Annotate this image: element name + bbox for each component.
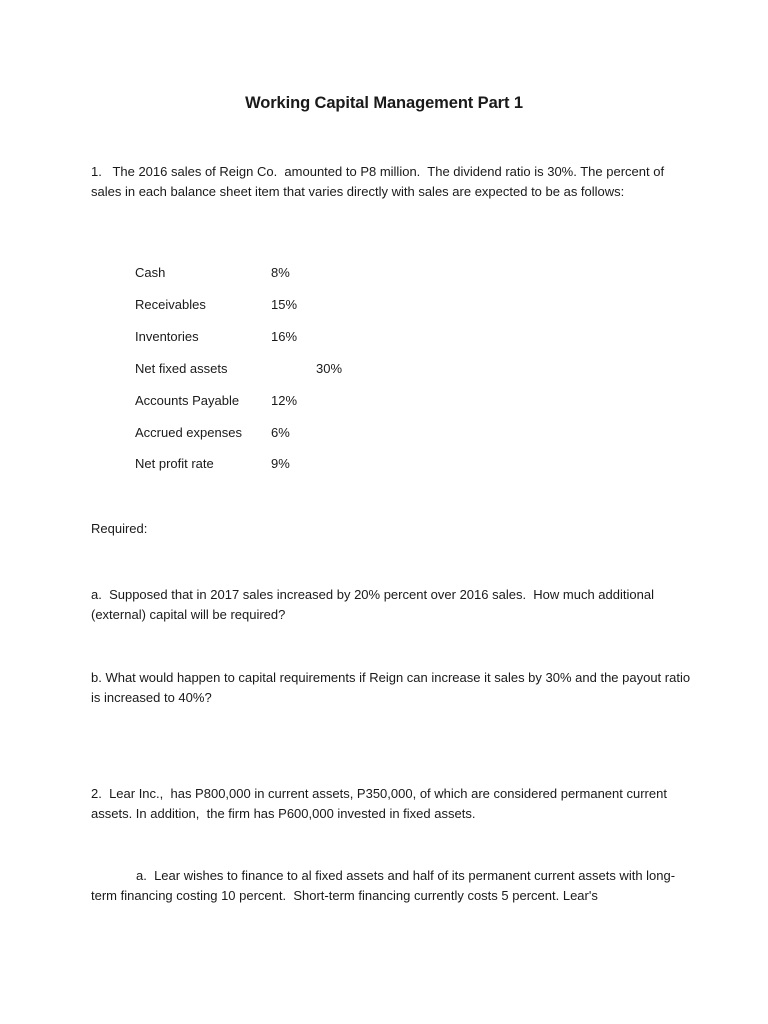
question-2-intro: 2. Lear Inc., has P800,000 in current assets, P350,000, of which are considered permanent current assets. In addition, the firm has P600,000 invested in fixed assets. xyxy=(91,786,671,821)
question-2-part-a: a. Lear wishes to finance to al fixed assets and half of its permanent current assets with long-term financing costing 10 percent. Short-term financing currently costs 5 percent. Lear's xyxy=(91,868,676,903)
item-value: 9% xyxy=(271,456,290,471)
item-value: 30% xyxy=(316,361,343,376)
item-label: Net profit rate xyxy=(135,456,214,471)
item-label: Accounts Payable xyxy=(135,393,240,408)
item-value: 12% xyxy=(271,393,298,408)
item-label: Accrued expenses xyxy=(135,425,242,440)
item-label: Net fixed assets xyxy=(135,361,228,376)
item-label: Receivables xyxy=(135,297,206,312)
question-1-intro: 1. The 2016 sales of Reign Co. amounted to P8 million. The dividend ratio is 30%. The percent of sales in each balance sheet item that varies directly with sales are expected to be as follows: xyxy=(91,164,668,199)
item-value: 8% xyxy=(271,265,290,280)
item-value: 15% xyxy=(271,297,298,312)
item-value: 16% xyxy=(271,329,298,344)
item-value: 6% xyxy=(271,425,290,440)
item-label: Cash xyxy=(135,265,166,280)
question-1-part-a: a. Supposed that in 2017 sales increased by 20% percent over 2016 sales. How much additional (external) capital will be required? xyxy=(91,587,658,622)
question-1-part-b: b. What would happen to capital requirements if Reign can increase it sales by 30% and the payout ratio is increased to 40%? xyxy=(91,670,694,705)
item-label: Inventories xyxy=(135,329,199,344)
required-heading: Required: xyxy=(91,521,148,536)
document-title: Working Capital Management Part 1 xyxy=(245,94,523,112)
